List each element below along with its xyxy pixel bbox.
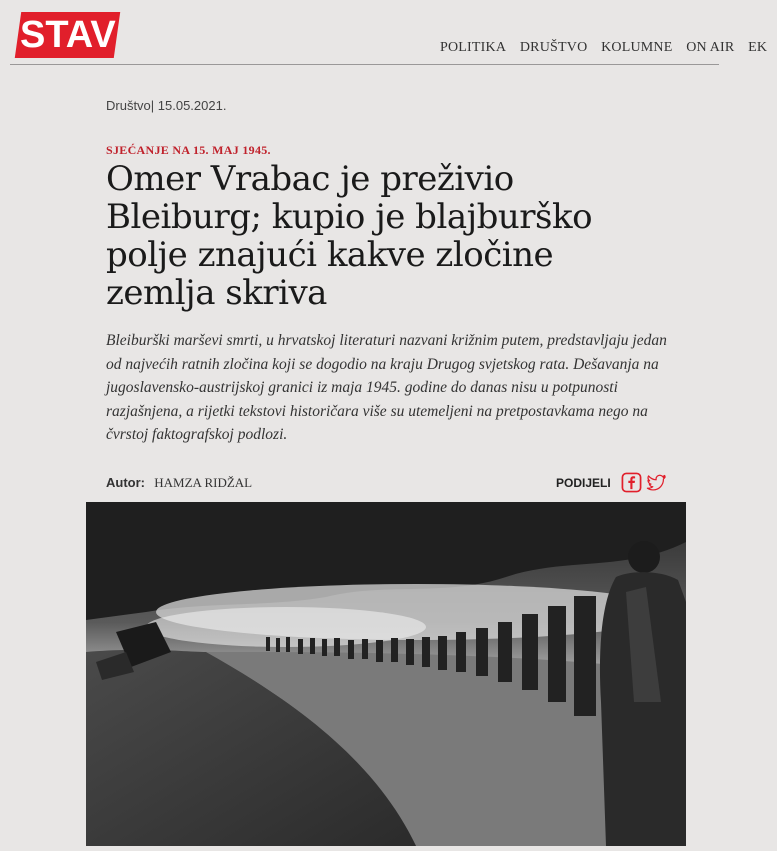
article-author — [106, 475, 252, 491]
facebook-icon[interactable] — [621, 472, 642, 493]
share-bar — [556, 472, 667, 493]
site-logo[interactable] — [15, 12, 120, 58]
nav-item-kolumne[interactable]: KOLUMNE — [601, 40, 673, 55]
logo-text: STAV — [19, 14, 116, 56]
nav-item-drustvo[interactable]: DRUŠTVO — [519, 40, 588, 55]
article-kicker: SJEĆANJE NA 15. MAJ 1945. — [106, 143, 271, 157]
author-label: Autor: — [106, 475, 145, 490]
nav-item-politika[interactable]: POLITIKA — [440, 40, 507, 55]
article-photo — [86, 502, 686, 846]
main-nav — [440, 40, 777, 56]
share-label: PODIJELI — [556, 475, 611, 490]
site-header — [0, 0, 768, 64]
nav-item-ek[interactable]: EK — [748, 40, 768, 55]
header-divider — [10, 64, 719, 65]
author-name[interactable]: HAMZA RIDŽAL — [154, 475, 253, 490]
nav-item-on-air[interactable]: ON AIR — [686, 40, 735, 55]
article-meta: Društvo| 15.05.2021. — [106, 98, 227, 113]
article-lead: Bleiburški marševi smrti, u hrvatskoj literaturi nazvani križnim putem, predstavljaju jedan od najvećih ratnih zločina koji se dogodio na kraju Drugog svjetskog rata. Dešavanja na jugoslavensko-austrijskoj granici iz maja 1945. godine do danas nisu u potpunosti razjašnjena, a rijetki tekstovi historičara više su utemeljeni na pretpostavkama nego na čvrstoj faktografskoj podlozi. — [106, 332, 667, 443]
twitter-icon[interactable] — [646, 472, 667, 493]
article-title: Omer Vrabac je preživio Bleiburg; kupio je blajburško polje znajući kakve zločine zemlja skriva — [106, 159, 593, 313]
historical-photo-march — [86, 502, 686, 846]
